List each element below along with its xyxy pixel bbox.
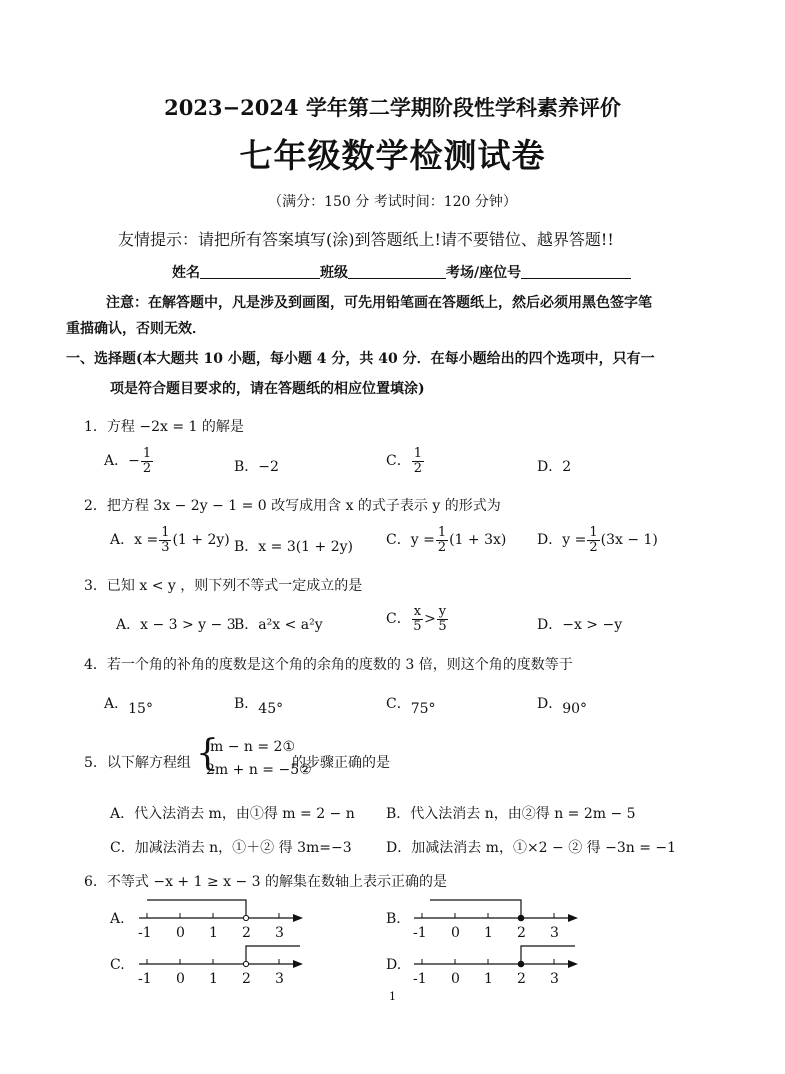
- q1-c-fraction: [412, 447, 424, 475]
- tick-label: 2: [242, 925, 251, 941]
- q2-option-a[interactable]: [110, 526, 230, 554]
- q1-option-a[interactable]: [104, 447, 154, 475]
- q2-a-fraction: [159, 526, 171, 554]
- page-number: 1: [389, 990, 396, 1003]
- q3-stem: 3．已知 x < y ，则下列不等式一定成立的是: [84, 578, 363, 594]
- tick-label: 0: [176, 925, 185, 941]
- q1-option-c[interactable]: [386, 447, 425, 475]
- q5-option-a[interactable]: A．代入法消去 m，由①得 m = 2 − n: [110, 806, 355, 822]
- q1-c-label: C．: [386, 453, 411, 470]
- q2-option-b[interactable]: B．x = 3(1 + 2y): [234, 539, 353, 555]
- q2-a-label: A．x =: [110, 532, 159, 549]
- q1-c-den: 2: [413, 460, 422, 476]
- q1-option-b[interactable]: B．−2: [234, 459, 279, 475]
- solution-bracket: [430, 900, 521, 918]
- q2-d-rest: (3x − 1): [600, 532, 658, 549]
- q5-stem-post: 的步骤正确的是: [292, 755, 390, 771]
- q5-stem-pre: 5．以下解方程组: [84, 755, 191, 771]
- q5-option-c[interactable]: C．加减法消去 n，①＋② 得 3m=−3: [110, 840, 352, 856]
- notice-line-2: 重描确认，否则无效．: [66, 321, 206, 337]
- tick-label: 1: [484, 925, 493, 941]
- q5-option-b[interactable]: B．代入法消去 n，由②得 n = 2m − 5: [386, 806, 636, 822]
- room-label: 考场/座位号: [446, 265, 522, 281]
- tick-label: 1: [484, 971, 493, 987]
- q6-a-label[interactable]: A.: [110, 911, 125, 927]
- q3-c-num1: x: [413, 604, 422, 619]
- solution-bracket: [246, 946, 300, 964]
- q3-c-label: C．: [386, 611, 411, 628]
- q1-a-fraction: [141, 447, 153, 475]
- closed-endpoint: [518, 915, 524, 921]
- q5-option-d[interactable]: D．加减法消去 m，①×2 − ② 得 −3n = −1: [386, 840, 677, 856]
- tick-label: 3: [550, 971, 559, 987]
- q2-d-fraction: [587, 526, 599, 554]
- tick-label: 2: [242, 971, 251, 987]
- q3-option-d[interactable]: D．−x > −y: [537, 617, 623, 633]
- q3-c-frac-x: [412, 605, 423, 633]
- q4-option-b[interactable]: [234, 693, 284, 717]
- student-info-line: [172, 262, 631, 282]
- q4-a-label: A．: [104, 696, 129, 712]
- tick-label: 1: [209, 971, 218, 987]
- exam-meta: （满分：150 分 考试时间：120 分钟）: [268, 194, 517, 210]
- q3-c-den2: 5: [438, 618, 447, 634]
- tick-label: -1: [413, 925, 427, 941]
- q1-c-num: 1: [413, 446, 422, 461]
- q3-c-frac-y: [437, 605, 448, 633]
- q4-c-value: 75°: [410, 701, 436, 717]
- q5-equation-1: m − n = 2①: [210, 739, 296, 755]
- q5-brace: {: [196, 733, 219, 774]
- exam-subtitle: 2023−2024 学年第二学期阶段性学科素养评价: [164, 95, 621, 120]
- q1-a-num: 1: [142, 446, 152, 461]
- q4-d-label: D．: [537, 696, 563, 712]
- class-blank[interactable]: [348, 264, 446, 279]
- open-endpoint: [243, 961, 248, 966]
- q2-option-d[interactable]: [537, 526, 658, 554]
- solution-bracket: [147, 900, 246, 918]
- q4-c-label: C．: [386, 696, 411, 712]
- q6-b-number-line: [410, 895, 585, 947]
- tick-label: 2: [517, 925, 526, 941]
- axis-arrow: [293, 960, 303, 968]
- tick-label: 3: [275, 925, 284, 941]
- q4-b-label: B．: [234, 696, 259, 712]
- q2-a-den: 3: [161, 539, 170, 555]
- tick-label: 3: [550, 925, 559, 941]
- tick-label: 3: [275, 971, 284, 987]
- q3-option-b[interactable]: B．a²x < a²y: [234, 617, 323, 633]
- q2-c-rest: (1 + 3x): [449, 532, 507, 549]
- q4-option-d[interactable]: [537, 693, 588, 717]
- notice-line-1: 注意：在解答题中，凡是涉及到画图，可先用铅笔画在答题纸上，然后必须用黑色签字笔: [106, 295, 652, 311]
- tick-label: 0: [176, 971, 185, 987]
- q2-c-label: C．y =: [386, 532, 435, 549]
- q6-d-label[interactable]: D.: [386, 957, 402, 973]
- q1-a-label: A．−: [104, 453, 140, 470]
- q2-c-fraction: [436, 526, 448, 554]
- q3-c-op: >: [424, 611, 436, 628]
- q4-option-c[interactable]: [386, 693, 436, 717]
- name-blank[interactable]: [200, 264, 320, 279]
- q2-d-num: 1: [589, 525, 598, 540]
- q3-option-c[interactable]: [386, 605, 449, 633]
- q1-stem: 1．方程 −2x = 1 的解是: [84, 419, 244, 435]
- q2-d-label: D．y =: [537, 532, 587, 549]
- class-label: 班级: [320, 265, 348, 281]
- room-blank[interactable]: [521, 264, 631, 279]
- q2-stem: 2．把方程 3x − 2y − 1 = 0 改写成用含 x 的式子表示 y 的形式为: [84, 498, 501, 514]
- axis-arrow: [568, 960, 578, 968]
- q2-option-c[interactable]: [386, 526, 506, 554]
- q4-stem: 4．若一个角的补角的度数是这个角的余角的度数的 3 倍，则这个角的度数等于: [84, 657, 573, 673]
- section-heading-line-1: 一、选择题(本大题共 10 小题，每小题 4 分，共 40 分．在每小题给出的四个选项中，只有一: [66, 351, 655, 367]
- q4-d-value: 90°: [562, 701, 588, 717]
- q4-a-value: 15°: [128, 701, 153, 717]
- q2-d-den: 2: [589, 539, 598, 555]
- q2-c-den: 2: [437, 539, 447, 555]
- q3-c-num2: y: [438, 604, 447, 619]
- axis-arrow: [293, 914, 303, 922]
- tick-label: -1: [138, 925, 152, 941]
- axis-arrow: [568, 914, 578, 922]
- tick-label: 1: [209, 925, 218, 941]
- q2-a-num: 1: [161, 525, 170, 540]
- closed-endpoint: [518, 961, 524, 967]
- exam-title: 七年级数学检测试卷: [239, 136, 546, 175]
- tick-label: 0: [451, 971, 460, 987]
- q5-equation-2: 2m + n = −5②: [206, 762, 312, 778]
- q6-stem: 6．不等式 −x + 1 ≥ x − 3 的解集在数轴上表示正确的是: [84, 874, 448, 890]
- q2-c-num: 1: [437, 525, 447, 540]
- section-heading-line-2: 项是符合题目要求的，请在答题纸的相应位置填涂): [110, 381, 425, 397]
- open-endpoint: [243, 915, 248, 920]
- solution-bracket: [521, 946, 575, 964]
- tick-label: 2: [517, 971, 526, 987]
- q1-option-d[interactable]: D．2: [537, 459, 572, 475]
- friendly-tip: 友情提示：请把所有答案填写(涂)到答题纸上!请不要错位、越界答题!!: [118, 230, 614, 249]
- tick-label: 0: [451, 925, 460, 941]
- q6-a-number-line: [135, 895, 310, 947]
- q6-c-label[interactable]: C.: [110, 957, 125, 973]
- q6-d-number-line: [410, 941, 585, 993]
- q1-a-den: 2: [142, 460, 152, 476]
- q4-option-a[interactable]: [104, 693, 153, 717]
- q3-c-den1: 5: [413, 618, 422, 634]
- name-label: 姓名: [172, 265, 200, 281]
- q6-c-number-line: [135, 941, 310, 993]
- q3-option-a[interactable]: A．x − 3 > y − 3: [116, 617, 236, 633]
- tick-label: -1: [138, 971, 152, 987]
- q6-b-label[interactable]: B.: [386, 911, 401, 927]
- tick-label: -1: [413, 971, 427, 987]
- q2-a-rest: (1 + 2y): [172, 532, 230, 549]
- q4-b-value: 45°: [258, 701, 284, 717]
